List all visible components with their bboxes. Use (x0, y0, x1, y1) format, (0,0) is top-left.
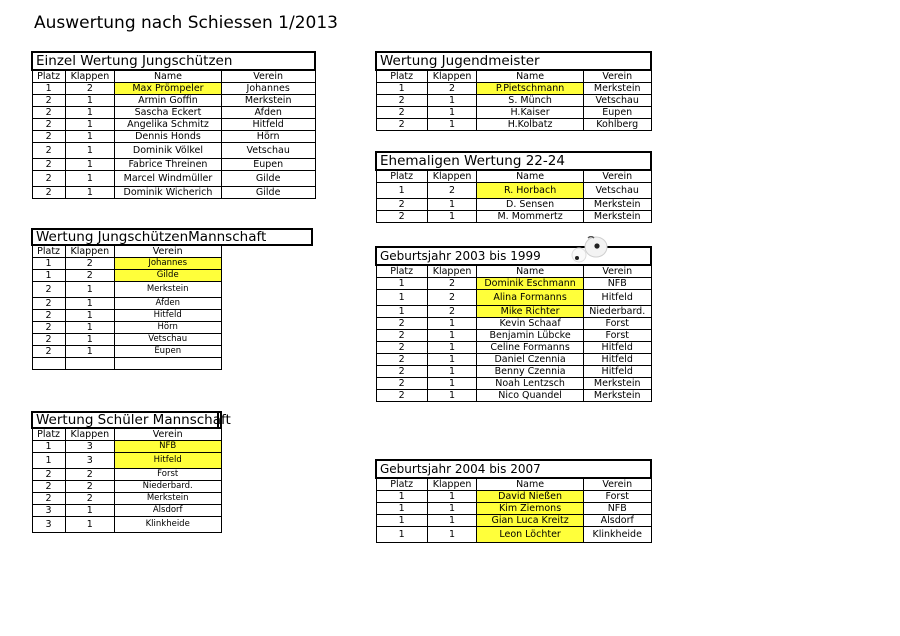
verein-cell: Hitfeld (114, 310, 221, 322)
table-row (32, 453, 221, 469)
platz-cell (32, 358, 65, 370)
verein-cell: Kohlberg (583, 119, 651, 131)
verein-cell: Hitfeld (221, 119, 315, 131)
table-row (376, 107, 651, 119)
verein-cell: Merkstein (221, 95, 315, 107)
column-header: Klappen (427, 265, 476, 278)
name-cell: Kim Ziemons (477, 503, 584, 515)
verein-cell: Eupen (221, 159, 315, 171)
name-cell: R. Horbach (477, 183, 584, 199)
table-row (32, 358, 221, 370)
table-row (376, 290, 651, 306)
verein-cell: Merkstein (114, 493, 221, 505)
table-row (376, 366, 651, 378)
table-row (376, 95, 651, 107)
name-cell: Nico Quandel (477, 390, 584, 402)
eyes-icon (566, 236, 612, 266)
platz-cell: 2 (32, 322, 65, 334)
name-cell: Max Prömpeler (115, 83, 222, 95)
table-row (32, 107, 315, 119)
klappen-cell: 1 (65, 143, 114, 159)
klappen-cell: 1 (65, 131, 114, 143)
klappen-cell: 1 (427, 107, 476, 119)
column-header: Klappen (65, 245, 114, 258)
name-cell: H.Kolbatz (477, 119, 584, 131)
page-title: Auswertung nach Schiessen 1/2013 (34, 13, 338, 33)
name-cell: Dominik Völkel (115, 143, 222, 159)
jahrgang_2004_2007-table (375, 459, 652, 543)
verein-cell: Vetschau (221, 143, 315, 159)
klappen-cell: 1 (65, 298, 114, 310)
column-header: Name (477, 170, 584, 183)
name-cell: H.Kaiser (477, 107, 584, 119)
platz-cell: 1 (376, 527, 427, 543)
name-cell: Gian Luca Kreitz (477, 515, 584, 527)
column-header: Klappen (427, 170, 476, 183)
verein-cell: Merkstein (583, 83, 651, 95)
name-cell: Benjamin Lübcke (477, 330, 584, 342)
column-header: Klappen (427, 70, 476, 83)
column-header: Name (477, 478, 584, 491)
platz-cell: 2 (32, 171, 65, 187)
klappen-cell: 1 (65, 107, 114, 119)
table-row (32, 270, 221, 282)
table-row (376, 199, 651, 211)
table-row (376, 503, 651, 515)
column-header: Platz (32, 428, 65, 441)
klappen-cell: 2 (427, 183, 476, 199)
name-cell: P.Pietschmann (477, 83, 584, 95)
table-einzel-wertung (31, 51, 316, 199)
name-cell: Daniel Czennia (477, 354, 584, 366)
platz-cell: 1 (376, 503, 427, 515)
platz-cell: 2 (376, 119, 427, 131)
table-row (32, 187, 315, 199)
verein-cell: Merkstein (583, 390, 651, 402)
header-row (376, 478, 651, 491)
platz-cell: 2 (32, 298, 65, 310)
platz-cell: 1 (376, 83, 427, 95)
platz-cell: 1 (376, 306, 427, 318)
klappen-cell: 1 (65, 119, 114, 131)
table-title: Einzel Wertung Jungschützen (32, 52, 315, 70)
column-header: Verein (583, 170, 651, 183)
table-row (376, 342, 651, 354)
name-cell: Marcel Windmüller (115, 171, 222, 187)
platz-cell: 2 (376, 107, 427, 119)
klappen-cell: 1 (65, 282, 114, 298)
name-cell: Noah Lentzsch (477, 378, 584, 390)
platz-cell: 2 (376, 318, 427, 330)
table-title: Geburtsjahr 2004 bis 2007 (376, 460, 651, 478)
klappen-cell: 1 (427, 330, 476, 342)
klappen-cell: 1 (427, 503, 476, 515)
name-cell: S. Münch (477, 95, 584, 107)
verein-cell: Vetschau (583, 95, 651, 107)
table-row (32, 334, 221, 346)
table-row (376, 354, 651, 366)
column-header: Name (115, 70, 222, 83)
platz-cell: 2 (376, 342, 427, 354)
klappen-cell: 1 (427, 366, 476, 378)
table-row (32, 143, 315, 159)
column-header: Platz (376, 170, 427, 183)
table-geburtsjahr-2004-2007 (375, 459, 652, 543)
table-row (32, 131, 315, 143)
table-title-banner: Wertung JungschützenMannschaft (31, 228, 313, 246)
verein-cell: Johannes (114, 258, 221, 270)
klappen-cell: 1 (427, 342, 476, 354)
platz-cell: 2 (376, 330, 427, 342)
table-row (32, 469, 221, 481)
column-header: Platz (376, 265, 427, 278)
platz-cell: 2 (32, 119, 65, 131)
table-title-banner: Wertung Schüler Mannschaft (31, 411, 219, 429)
verein-cell: Alsdorf (583, 515, 651, 527)
verein-cell: Gilde (221, 171, 315, 187)
platz-cell: 1 (376, 183, 427, 199)
table-row (32, 159, 315, 171)
verein-cell: Merkstein (583, 199, 651, 211)
table-jungschuetzen-mannschaft (31, 228, 267, 370)
table-row (32, 322, 221, 334)
table-jugendmeister (375, 51, 652, 131)
klappen-cell (65, 358, 114, 370)
klappen-cell: 1 (65, 334, 114, 346)
name-cell: Celine Formanns (477, 342, 584, 354)
table-row (376, 83, 651, 95)
table-row (32, 119, 315, 131)
verein-cell: Hörn (114, 322, 221, 334)
klappen-cell: 1 (427, 199, 476, 211)
klappen-cell: 3 (65, 453, 114, 469)
header-row (376, 265, 651, 278)
column-header: Klappen (65, 70, 114, 83)
column-header: Name (477, 70, 584, 83)
table-geburtsjahr-2003-1999 (375, 246, 652, 402)
table-row (32, 505, 221, 517)
column-header: Verein (114, 428, 221, 441)
klappen-cell: 1 (65, 171, 114, 187)
platz-cell: 2 (32, 159, 65, 171)
platz-cell: 2 (32, 95, 65, 107)
name-cell: Leon Löchter (477, 527, 584, 543)
name-cell: Dominik Eschmann (477, 278, 584, 290)
jugendmeister-table (375, 51, 652, 131)
klappen-cell: 2 (65, 481, 114, 493)
verein-cell: Gilde (114, 270, 221, 282)
klappen-cell: 1 (427, 318, 476, 330)
verein-cell: Alsdorf (114, 505, 221, 517)
platz-cell: 2 (32, 493, 65, 505)
klappen-cell: 1 (427, 515, 476, 527)
verein-cell: Eupen (114, 346, 221, 358)
verein-cell: Forst (114, 469, 221, 481)
jungschuetzen_mannschaft-table (31, 228, 222, 370)
verein-cell: Merkstein (583, 211, 651, 223)
verein-cell: Gilde (221, 187, 315, 199)
klappen-cell: 1 (427, 95, 476, 107)
table-row (376, 330, 651, 342)
column-header: Klappen (427, 478, 476, 491)
platz-cell: 2 (376, 199, 427, 211)
verein-cell: Hitfeld (114, 453, 221, 469)
name-cell: M. Mommertz (477, 211, 584, 223)
column-header: Platz (32, 70, 65, 83)
name-cell: Dominik Wicherich (115, 187, 222, 199)
klappen-cell: 1 (427, 527, 476, 543)
column-header: Platz (376, 70, 427, 83)
platz-cell: 2 (32, 310, 65, 322)
platz-cell: 1 (376, 515, 427, 527)
einzel-table (31, 51, 316, 199)
table-row (376, 318, 651, 330)
name-cell: Alina Formanns (477, 290, 584, 306)
table-row (376, 378, 651, 390)
platz-cell: 2 (32, 131, 65, 143)
name-cell: Sascha Eckert (115, 107, 222, 119)
header-row (376, 170, 651, 183)
platz-cell: 1 (32, 258, 65, 270)
verein-cell: Klinkheide (583, 527, 651, 543)
name-cell: Dennis Honds (115, 131, 222, 143)
verein-cell: Hörn (221, 131, 315, 143)
klappen-cell: 2 (427, 306, 476, 318)
column-header: Klappen (65, 428, 114, 441)
name-cell: Armin Goffin (115, 95, 222, 107)
name-cell: Mike Richter (477, 306, 584, 318)
table-schueler-mannschaft (31, 411, 231, 533)
klappen-cell: 1 (427, 211, 476, 223)
verein-cell: Forst (583, 491, 651, 503)
table-title: Geburtsjahr 2003 bis 1999 (376, 247, 651, 265)
verein-cell: NFB (114, 441, 221, 453)
table-row (32, 517, 221, 533)
column-header: Platz (32, 245, 65, 258)
platz-cell: 1 (376, 278, 427, 290)
table-ehemaligen-wertung (375, 151, 652, 223)
schueler_mannschaft-table (31, 411, 222, 533)
table-row (32, 493, 221, 505)
klappen-cell: 1 (65, 310, 114, 322)
platz-cell: 1 (376, 290, 427, 306)
table-row (32, 346, 221, 358)
verein-cell: Afden (114, 298, 221, 310)
platz-cell: 3 (32, 517, 65, 533)
verein-cell: Niederbard. (114, 481, 221, 493)
klappen-cell: 1 (65, 95, 114, 107)
name-cell: Angelika Schmitz (115, 119, 222, 131)
platz-cell: 1 (32, 83, 65, 95)
verein-cell: Johannes (221, 83, 315, 95)
column-header: Verein (583, 265, 651, 278)
table-row (32, 441, 221, 453)
platz-cell: 2 (376, 390, 427, 402)
platz-cell: 2 (376, 95, 427, 107)
platz-cell: 2 (32, 481, 65, 493)
platz-cell: 2 (376, 366, 427, 378)
verein-cell: Vetschau (114, 334, 221, 346)
name-cell: David Nießen (477, 491, 584, 503)
table-row (376, 119, 651, 131)
verein-cell: NFB (583, 278, 651, 290)
platz-cell: 2 (376, 211, 427, 223)
header-row (32, 428, 221, 441)
platz-cell: 2 (376, 354, 427, 366)
klappen-cell: 1 (427, 354, 476, 366)
table-row (376, 515, 651, 527)
table-row (376, 527, 651, 543)
verein-cell: Hitfeld (583, 366, 651, 378)
verein-cell: Vetschau (583, 183, 651, 199)
table-row (376, 183, 651, 199)
klappen-cell: 1 (65, 346, 114, 358)
platz-cell: 2 (32, 334, 65, 346)
table-row (32, 481, 221, 493)
verein-cell: Merkstein (583, 378, 651, 390)
table-row (376, 491, 651, 503)
platz-cell: 2 (32, 187, 65, 199)
table-row (32, 282, 221, 298)
verein-cell: NFB (583, 503, 651, 515)
platz-cell: 2 (32, 469, 65, 481)
verein-cell: Klinkheide (114, 517, 221, 533)
header-row (376, 70, 651, 83)
platz-cell: 1 (32, 270, 65, 282)
klappen-cell: 1 (427, 491, 476, 503)
verein-cell: Niederbard. (583, 306, 651, 318)
verein-cell: Hitfeld (583, 290, 651, 306)
klappen-cell: 1 (65, 187, 114, 199)
platz-cell: 2 (32, 107, 65, 119)
name-cell: Benny Czennia (477, 366, 584, 378)
klappen-cell: 2 (65, 493, 114, 505)
platz-cell: 3 (32, 505, 65, 517)
jahrgang_2003_1999-table (375, 246, 652, 402)
table-row (376, 211, 651, 223)
klappen-cell: 2 (65, 270, 114, 282)
table-row (32, 310, 221, 322)
table-title: Wertung Jugendmeister (376, 52, 651, 70)
klappen-cell: 1 (427, 378, 476, 390)
column-header: Verein (221, 70, 315, 83)
klappen-cell: 1 (65, 159, 114, 171)
klappen-cell: 1 (427, 390, 476, 402)
name-cell: Fabrice Threinen (115, 159, 222, 171)
klappen-cell: 2 (65, 469, 114, 481)
klappen-cell: 2 (427, 290, 476, 306)
column-header: Name (477, 265, 584, 278)
klappen-cell: 2 (65, 258, 114, 270)
verein-cell: Afden (221, 107, 315, 119)
ehemaligen-table (375, 151, 652, 223)
platz-cell: 1 (32, 441, 65, 453)
table-title: Ehemaligen Wertung 22-24 (376, 152, 651, 170)
header-row (32, 245, 221, 258)
table-row (32, 258, 221, 270)
klappen-cell: 1 (65, 322, 114, 334)
klappen-cell: 2 (65, 83, 114, 95)
platz-cell: 1 (376, 491, 427, 503)
platz-cell: 2 (32, 282, 65, 298)
header-row (32, 70, 315, 83)
column-header: Verein (583, 478, 651, 491)
platz-cell: 2 (32, 143, 65, 159)
platz-cell: 2 (32, 346, 65, 358)
verein-cell: Forst (583, 318, 651, 330)
klappen-cell: 1 (65, 517, 114, 533)
platz-cell: 1 (32, 453, 65, 469)
table-row (32, 95, 315, 107)
name-cell: D. Sensen (477, 199, 584, 211)
table-row (376, 278, 651, 290)
verein-cell: Forst (583, 330, 651, 342)
name-cell: Kevin Schaaf (477, 318, 584, 330)
klappen-cell: 3 (65, 441, 114, 453)
klappen-cell: 1 (65, 505, 114, 517)
column-header: Verein (114, 245, 221, 258)
verein-cell: Hitfeld (583, 354, 651, 366)
platz-cell: 2 (376, 378, 427, 390)
verein-cell (114, 358, 221, 370)
table-row (32, 83, 315, 95)
klappen-cell: 1 (427, 119, 476, 131)
table-row (376, 390, 651, 402)
verein-cell: Hitfeld (583, 342, 651, 354)
table-row (376, 306, 651, 318)
klappen-cell: 2 (427, 83, 476, 95)
column-header: Verein (583, 70, 651, 83)
verein-cell: Merkstein (114, 282, 221, 298)
table-row (32, 171, 315, 187)
column-header: Platz (376, 478, 427, 491)
table-row (32, 298, 221, 310)
klappen-cell: 2 (427, 278, 476, 290)
verein-cell: Eupen (583, 107, 651, 119)
